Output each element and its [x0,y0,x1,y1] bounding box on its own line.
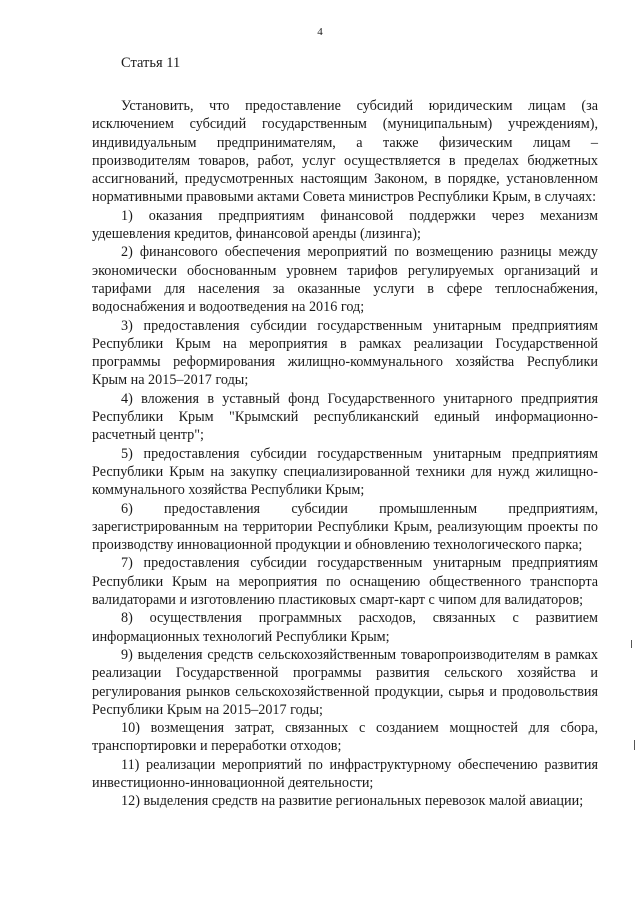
list-item: 5) предоставления субсидии государственным унитарным предприятиям Республики Крым на закупку специализированной техники для нужд жилищно-коммунального хозяйства Республики Крым; [92,445,598,499]
page-number: 4 [317,26,323,38]
article-title: Статья 11 [121,55,181,71]
scan-mark [631,640,632,648]
scan-mark [634,740,635,750]
list-item: 8) осуществления программных расходов, связанных с развитием информационных технологий Республики Крым; [92,610,598,645]
list-item: 10) возмещения затрат, связанных с созданием мощностей для сбора, транспортировки и переработки отходов; [92,720,598,755]
list-item: 11) реализации мероприятий по инфраструктурному обеспечению развития инвестиционно-инновационной деятельности; [92,756,598,791]
list-item: 6) предоставления субсидии промышленным предприятиям, зарегистрированным на территории Республики Крым, реализующим проекты по производству инновационной продукции и обновлению технологического парка; [92,500,598,554]
list-item: 1) оказания предприятиям финансовой поддержки через механизм удешевления кредитов, финансовой аренды (лизинга); [92,207,598,243]
list-item: 9) выделения средств сельскохозяйственным товаропроизводителям в рамках реализации Государственной программы развития сельского хозяйства и регулирования рынков сельскохозяйственной продукции, сырья и продовольствия Республики Крым на 2015–2017 годы; [92,646,598,718]
list-item: 12) выделения средств на развитие региональных перевозок малой авиации; [121,793,584,810]
list-item: 2) финансового обеспечения мероприятий по возмещению разницы между экономически обоснованным уровнем тарифов регулируемых организаций и тарифами для населения за оказанные услуги в сфере теплоснабжения, водоснабжения и водоотведения на 2016 год; [92,244,598,316]
list-item: 3) предоставления субсидии государственным унитарным предприятиям Республики Крым на мероприятия в рамках реализации Государственной программы реформирования жилищно-коммунального хозяйства Республики Крым на 2015–2017 годы; [92,317,598,389]
article-body [92,97,598,811]
list-item: 7) предоставления субсидии государственным унитарным предприятиям Республики Крым на мероприятия по оснащению общественного транспорта валидаторами и изготовлению пластиковых смарт-карт с чипом для валидаторов; [92,555,598,609]
intro-paragraph: Установить, что предоставление субсидий юридическим лицам (за исключением субсидий государственным (муниципальным) учреждениям), индивидуальным предпринимателям, а также физическим лицам – производителям товаров, работ, услуг осуществляется в пределах бюджетных ассигнований, предусмотренных настоящим Законом, в порядке, установленном нормативными правовыми актами Совета министров Республики Крым, в случаях: [92,98,598,206]
list-item: 4) вложения в уставный фонд Государственного унитарного предприятия Республики Крым "Крымский республиканский единый информационно-расчетный центр"; [92,390,598,444]
